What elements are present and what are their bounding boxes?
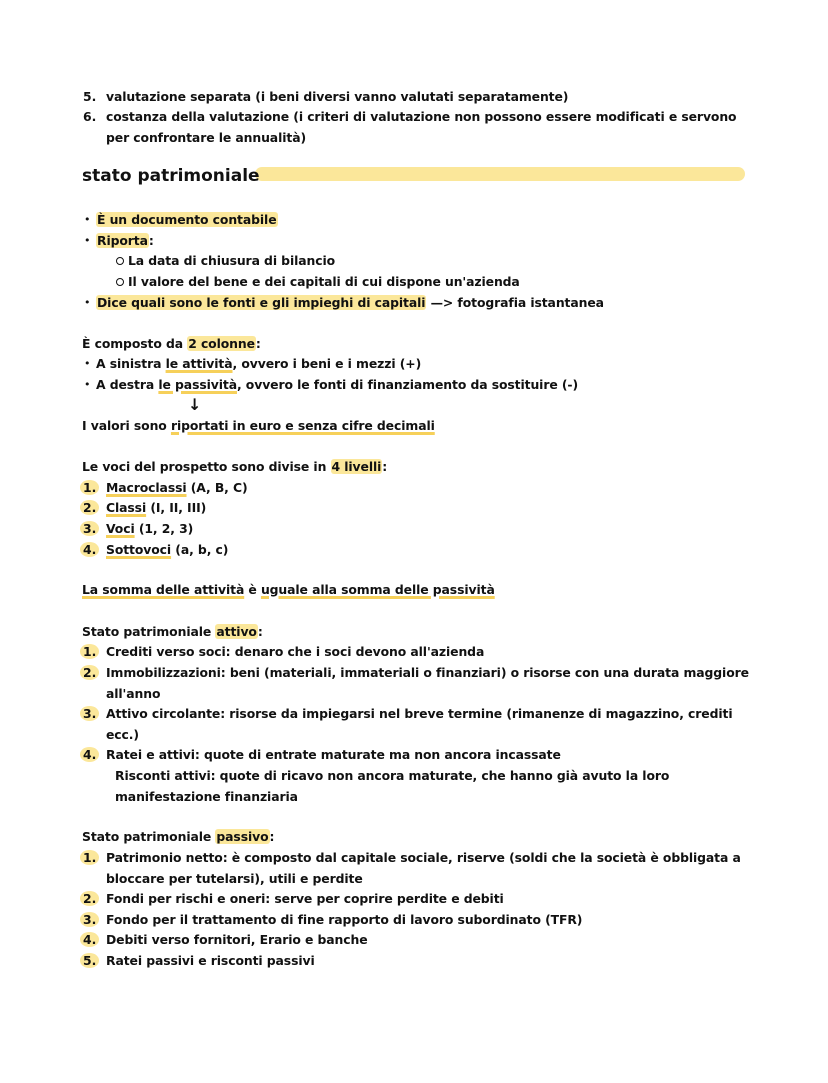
list-number <box>83 932 99 948</box>
text: Le voci del prospetto sono divise in <box>82 459 331 474</box>
list-item-continuation: per confrontare le annualità) <box>106 130 307 145</box>
sub-bullet-item: Il valore del bene e dei capitali di cui dispone un'azienda <box>128 274 520 289</box>
underlined-text: le attività <box>165 356 233 371</box>
number-highlight: 3. <box>80 912 99 927</box>
text: È composto da <box>82 336 188 351</box>
paragraph <box>82 418 435 434</box>
text: , ovvero le fonti di finanziamento da sostituire (-) <box>236 377 579 392</box>
list-item <box>106 542 228 558</box>
bullet-dot: • <box>84 357 91 370</box>
list-number <box>83 953 99 969</box>
paragraph <box>82 624 263 640</box>
list-number <box>83 542 99 558</box>
bullet-dot: • <box>84 378 91 391</box>
bullet-dot: • <box>84 234 91 247</box>
underlined-text: uguale alla somma delle passività <box>260 582 495 597</box>
highlight: Riporta <box>97 233 148 248</box>
underlined-text: riportati in euro e senza cifre decimali <box>170 418 435 433</box>
text: Stato patrimoniale <box>82 624 216 639</box>
list-item-continuation: all'anno <box>106 686 161 701</box>
bullet-item <box>96 233 154 249</box>
text: (A, B, C) <box>186 480 248 495</box>
list-number <box>83 521 99 537</box>
number-highlight: 4. <box>80 932 99 947</box>
list-number <box>83 644 99 660</box>
highlight: Dice quali sono le fonti e gli impieghi di capitali <box>97 295 426 310</box>
underlined-text: Classi <box>106 500 147 515</box>
list-number <box>83 747 99 763</box>
number-highlight: 3. <box>80 706 99 721</box>
paragraph <box>82 336 261 352</box>
text: (1, 2, 3) <box>134 521 194 536</box>
section-title: stato patrimoniale <box>82 166 260 186</box>
list-item <box>106 521 193 537</box>
list-item: Ratei passivi e risconti passivi <box>106 953 315 968</box>
list-item: Fondo per il trattamento di fine rapporto di lavoro subordinato (TFR) <box>106 912 583 927</box>
list-number <box>83 891 99 907</box>
list-item-continuation: manifestazione finanziaria <box>115 789 298 804</box>
highlight: 4 livelli <box>331 459 382 474</box>
text: A sinistra <box>96 356 166 371</box>
highlight: passivo <box>216 829 269 844</box>
list-item: Patrimonio netto: è composto dal capitale sociale, riserve (soldi che la società è obbligata a <box>106 850 741 865</box>
list-number <box>83 850 99 866</box>
list-item <box>106 500 206 516</box>
bullet-item <box>96 356 421 372</box>
list-number <box>83 480 99 496</box>
bullet-dot: • <box>84 296 91 309</box>
circle-bullet-icon <box>116 257 124 265</box>
list-item-continuation: Risconti attivi: quote di ricavo non ancora maturate, che hanno già avuto la loro <box>115 768 670 783</box>
underlined-text: Macroclassi <box>106 480 187 495</box>
list-number <box>83 500 99 516</box>
list-number: 6. <box>83 109 97 124</box>
text: : <box>148 233 154 248</box>
title-highlight-bar <box>255 167 745 181</box>
highlight: 2 colonne <box>188 336 255 351</box>
text: è <box>244 582 261 597</box>
paragraph <box>82 582 495 598</box>
text: : <box>382 459 388 474</box>
bullet-dot: • <box>84 213 91 226</box>
list-number <box>83 912 99 928</box>
list-item: Immobilizzazioni: beni (materiali, immateriali o finanziari) o risorse con una durata maggiore <box>106 665 749 680</box>
highlight: È un documento contabile <box>97 212 277 227</box>
number-highlight: 1. <box>80 850 99 865</box>
text: Stato patrimoniale <box>82 829 216 844</box>
number-highlight: 5. <box>80 953 99 968</box>
text: A destra <box>96 377 159 392</box>
list-item-continuation: ecc.) <box>106 727 139 742</box>
text: (I, II, III) <box>146 500 207 515</box>
text: : <box>255 336 261 351</box>
list-item: Crediti verso soci: denaro che i soci devono all'azienda <box>106 644 485 659</box>
list-item-continuation: bloccare per tutelarsi), utili e perdite <box>106 871 363 886</box>
highlight: attivo <box>216 624 257 639</box>
list-item: Debiti verso fornitori, Erario e banche <box>106 932 368 947</box>
list-item: valutazione separata (i beni diversi vanno valutati separatamente) <box>106 89 569 104</box>
arrow-down-icon: ↓ <box>188 395 202 414</box>
bullet-item <box>96 377 578 393</box>
paragraph <box>82 459 387 475</box>
paragraph <box>82 829 274 845</box>
text: —> fotografia istantanea <box>426 295 604 310</box>
underlined-text: La somma delle attività <box>82 582 245 597</box>
text: : <box>269 829 275 844</box>
circle-bullet-icon <box>116 278 124 286</box>
underlined-text: Sottovoci <box>106 542 172 557</box>
list-number <box>83 706 99 722</box>
number-highlight: 2. <box>80 500 99 515</box>
number-highlight: 1. <box>80 644 99 659</box>
list-item: Ratei e attivi: quote di entrate maturate ma non ancora incassate <box>106 747 561 762</box>
number-highlight: 2. <box>80 891 99 906</box>
underlined-text: le passività <box>158 377 237 392</box>
number-highlight: 2. <box>80 665 99 680</box>
list-item: Fondi per rischi e oneri: serve per coprire perdite e debiti <box>106 891 504 906</box>
list-item: costanza della valutazione (i criteri di valutazione non possono essere modificati e servono <box>106 109 737 124</box>
number-highlight: 4. <box>80 747 99 762</box>
number-highlight: 3. <box>80 521 99 536</box>
text: I valori sono <box>82 418 171 433</box>
number-highlight: 4. <box>80 542 99 557</box>
bullet-item <box>96 295 604 311</box>
text: , ovvero i beni e i mezzi (+) <box>232 356 422 371</box>
number-highlight: 1. <box>80 480 99 495</box>
text: (a, b, c) <box>171 542 229 557</box>
list-number <box>83 665 99 681</box>
list-item: Attivo circolante: risorse da impiegarsi nel breve termine (rimanenze di magazzino, crediti <box>106 706 733 721</box>
list-number: 5. <box>83 89 97 104</box>
bullet-item <box>96 212 278 228</box>
underlined-text: Voci <box>106 521 135 536</box>
list-item <box>106 480 248 496</box>
text: : <box>257 624 263 639</box>
sub-bullet-item: La data di chiusura di bilancio <box>128 253 336 268</box>
